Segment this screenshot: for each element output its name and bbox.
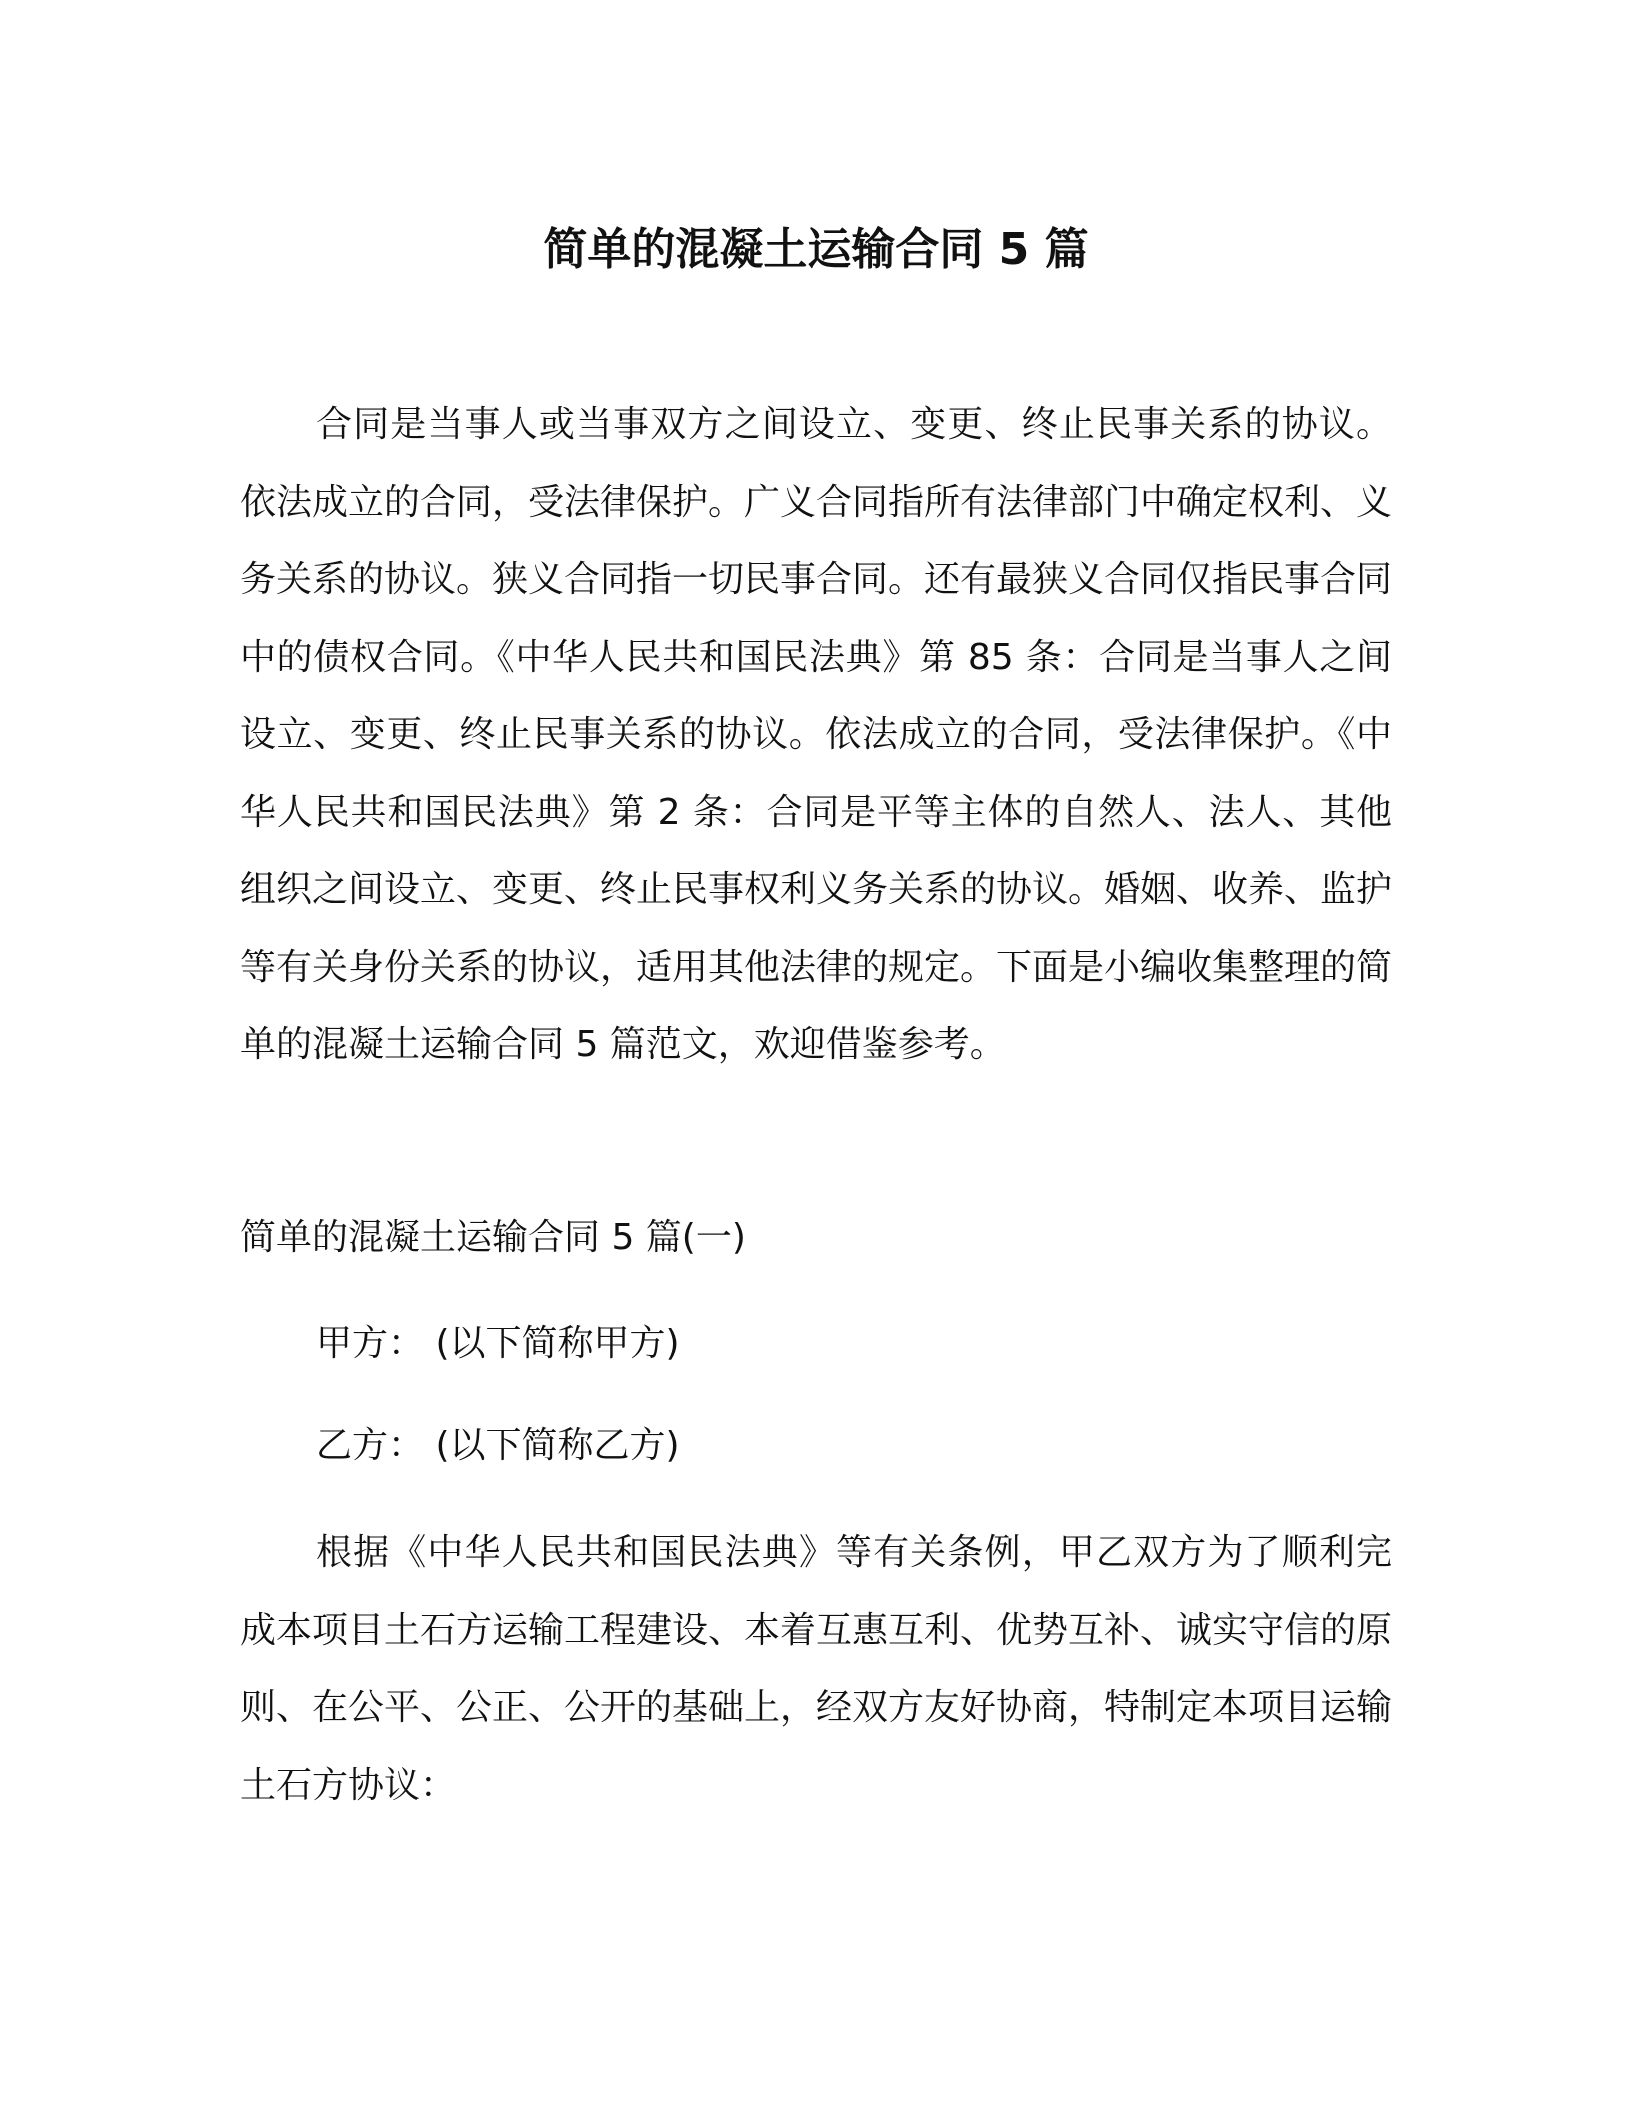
document-title: 简单的混凝土运输合同 5 篇 xyxy=(543,224,1089,275)
intro-paragraph: 合同是当事人或当事双方之间设立、变更、终止民事关系的协议。依法成立的合同，受法律保护。广义合同指所有法律部门中确定权利、义务关系的协议。狭义合同指一切民事合同。还有最狭义合同仅指民事合同中的债权合同。《中华人民共和国民法典》第 85 条：合同是当事人之间设立、变更、终止民事关系的协议。依法成立的合同，受法律保护。《中华人民共和国民法典》第 2 条：合同是平等主体的自然人、法人、其他组织之间设立、变更、终止民事权利义务关系的协议。婚姻、收养、监护等有关身份关系的协议，适用其他法律的规定。下面是小编收集整理的简单的混凝土运输合同 5 篇范文，欢迎借鉴参考。 xyxy=(240,404,1393,1065)
section-heading: 简单的混凝土运输合同 5 篇(一) xyxy=(240,1217,746,1258)
party-b-line: 乙方： (以下简称乙方) xyxy=(316,1425,680,1466)
agreement-paragraph: 根据《中华人民共和国民法典》等有关条例，甲乙双方为了顺利完成本项目土石方运输工程建设、本着互惠互利、优势互补、诚实守信的原则、在公平、公正、公开的基础上，经双方友好协商，特制定本项目运输土石方协议： xyxy=(240,1532,1393,1806)
party-a-line: 甲方： (以下简称甲方) xyxy=(316,1323,680,1364)
